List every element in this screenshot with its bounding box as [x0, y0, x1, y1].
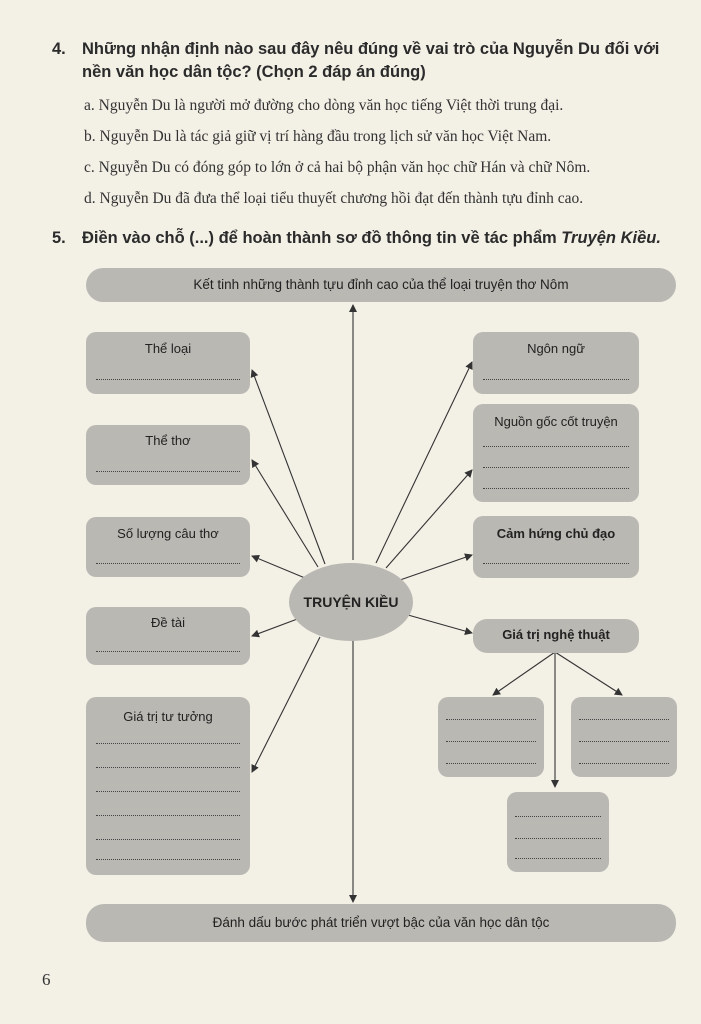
box-de-tai — [86, 607, 250, 665]
blank-line[interactable] — [96, 839, 240, 840]
blank-line[interactable] — [483, 446, 629, 447]
blank-line[interactable] — [96, 651, 240, 652]
option-a: a. Nguyễn Du là người mở đường cho dòng văn học tiếng Việt thời trung đại. — [84, 97, 564, 114]
blank-line[interactable] — [515, 816, 601, 817]
box-cam-hung-label: Cảm hứng chủ đạo — [496, 526, 616, 541]
art-value-sub-box-left — [438, 697, 544, 777]
blank-line[interactable] — [446, 763, 536, 764]
box-the-tho-label: Thể thơ — [145, 433, 191, 448]
box-gia-tri-tu-tuong — [86, 697, 250, 875]
blank-line[interactable] — [579, 719, 669, 720]
question-4-number: 4. — [52, 40, 66, 58]
blank-line[interactable] — [96, 471, 240, 472]
blank-line[interactable] — [483, 467, 629, 468]
blank-line[interactable] — [483, 379, 629, 380]
question-4-line1: Những nhận định nào sau đây nêu đúng về vai trò của Nguyễn Du đối với — [82, 40, 660, 58]
art-value-sub-box-right — [571, 697, 677, 777]
box-the-loai — [86, 332, 250, 394]
box-the-loai-label: Thể loại — [144, 341, 192, 356]
question-5-number: 5. — [52, 229, 66, 247]
box-so-luong-label: Số lượng câu thơ — [117, 526, 219, 541]
bottom-statement: Đánh dấu bước phát triển vượt bậc của văn học dân tộc — [86, 904, 676, 942]
box-nguon-goc-cot-truyen — [473, 404, 639, 502]
question-4-line2: nền văn học dân tộc? (Chọn 2 đáp án đúng) — [82, 63, 426, 81]
box-so-luong-cau-tho — [86, 517, 250, 577]
box-cam-hung-chu-dao — [473, 516, 639, 578]
option-c: c. Nguyễn Du có đóng góp to lớn ở cả hai bộ phận văn học chữ Hán và chữ Nôm. — [84, 159, 591, 176]
blank-line[interactable] — [483, 563, 629, 564]
box-ngon-ngu-label: Ngôn ngữ — [527, 341, 585, 356]
blank-line[interactable] — [96, 859, 240, 860]
blank-line[interactable] — [96, 791, 240, 792]
blank-line[interactable] — [446, 719, 536, 720]
page-number: 6 — [42, 970, 51, 989]
box-de-tai-label: Đề tài — [151, 615, 185, 630]
blank-line[interactable] — [515, 858, 601, 859]
blank-line[interactable] — [96, 563, 240, 564]
art-value-sub-box-bottom — [507, 792, 609, 872]
box-nguon-goc-label: Nguồn gốc cốt truyện — [494, 414, 618, 429]
blank-line[interactable] — [96, 767, 240, 768]
box-ngon-ngu — [473, 332, 639, 394]
blank-line[interactable] — [483, 488, 629, 489]
blank-line[interactable] — [96, 815, 240, 816]
blank-line[interactable] — [96, 743, 240, 744]
box-the-tho — [86, 425, 250, 485]
blank-line[interactable] — [579, 741, 669, 742]
box-gia-tri-nghe-thuat — [473, 619, 639, 653]
blank-line[interactable] — [96, 379, 240, 380]
center-node: TRUYỆN KIỀU — [289, 563, 413, 641]
blank-line[interactable] — [446, 741, 536, 742]
question-5-text: Điền vào chỗ (...) để hoàn thành sơ đồ thông tin về tác phẩm — [82, 229, 562, 247]
box-gia-tri-nghe-thuat-label: Giá trị nghệ thuật — [502, 627, 610, 642]
option-d: d. Nguyễn Du đã đưa thể loại tiểu thuyết chương hồi đạt đến thành tựu đỉnh cao. — [84, 190, 584, 207]
blank-line[interactable] — [515, 838, 601, 839]
blank-line[interactable] — [579, 763, 669, 764]
box-gia-tri-tu-tuong-label: Giá trị tư tưởng — [123, 709, 213, 724]
question-5-work-title: Truyện Kiều. — [561, 229, 661, 247]
option-b: b. Nguyễn Du là tác giả giữ vị trí hàng đầu trong lịch sử văn học Việt Nam. — [84, 128, 552, 145]
top-statement: Kết tinh những thành tựu đỉnh cao của thể loại truyện thơ Nôm — [86, 268, 676, 302]
